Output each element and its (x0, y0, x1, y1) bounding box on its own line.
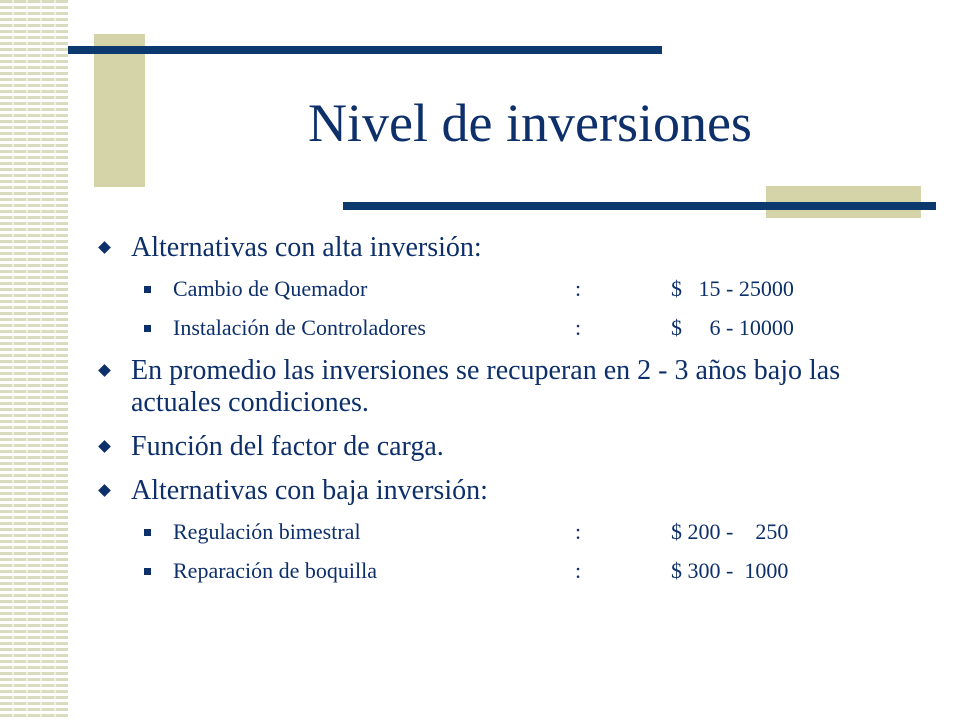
bullet-item (98, 232, 928, 264)
sub-item-separator: : (575, 558, 582, 583)
bullet-item (98, 431, 928, 463)
sub-item-separator: : (575, 276, 582, 301)
diamond-bullet-icon (98, 364, 111, 377)
square-bullet-icon (144, 568, 151, 575)
sub-item-name: Reparación de boquilla (173, 558, 378, 583)
sub-item-cost: $ 200 - 250 (671, 519, 789, 544)
sub-item-separator: : (575, 519, 582, 544)
sub-item-name: Regulación bimestral (173, 519, 361, 544)
bullet-text: Alternativas con alta inversión: (131, 232, 482, 263)
bullet-group-low-investment (98, 475, 928, 584)
sub-item (98, 558, 928, 584)
square-bullet-icon (144, 529, 151, 536)
square-bullet-icon (144, 325, 151, 332)
sub-item-cost: $ 15 - 25000 (671, 276, 794, 301)
diamond-bullet-icon (98, 241, 111, 254)
slide-title: Nivel de inversiones (308, 93, 752, 153)
slide-content (98, 232, 928, 598)
sub-item-cost: $ 6 - 10000 (671, 315, 794, 340)
sub-item (98, 519, 928, 545)
diamond-bullet-icon (98, 484, 111, 497)
bullet-item (98, 475, 928, 507)
diamond-bullet-icon (98, 440, 111, 453)
top-rule (68, 46, 662, 54)
sub-item-name: Cambio de Quemador (173, 276, 368, 301)
bottom-rule (343, 202, 936, 210)
sub-item (98, 315, 928, 341)
sub-item-cost: $ 300 - 1000 (671, 558, 789, 583)
square-bullet-icon (144, 286, 151, 293)
bullet-text: Alternativas con baja inversión: (131, 475, 488, 506)
bullet-text: En promedio las inversiones se recuperan en 2 - 3 años bajo las actuales condiciones. (131, 355, 841, 418)
bullet-item (98, 355, 928, 419)
bullet-group-high-investment (98, 232, 928, 341)
bullet-text: Función del factor de carga. (131, 431, 444, 462)
sub-item-name: Instalación de Controladores (173, 315, 426, 340)
sub-item (98, 276, 928, 302)
sub-item-separator: : (575, 315, 582, 340)
